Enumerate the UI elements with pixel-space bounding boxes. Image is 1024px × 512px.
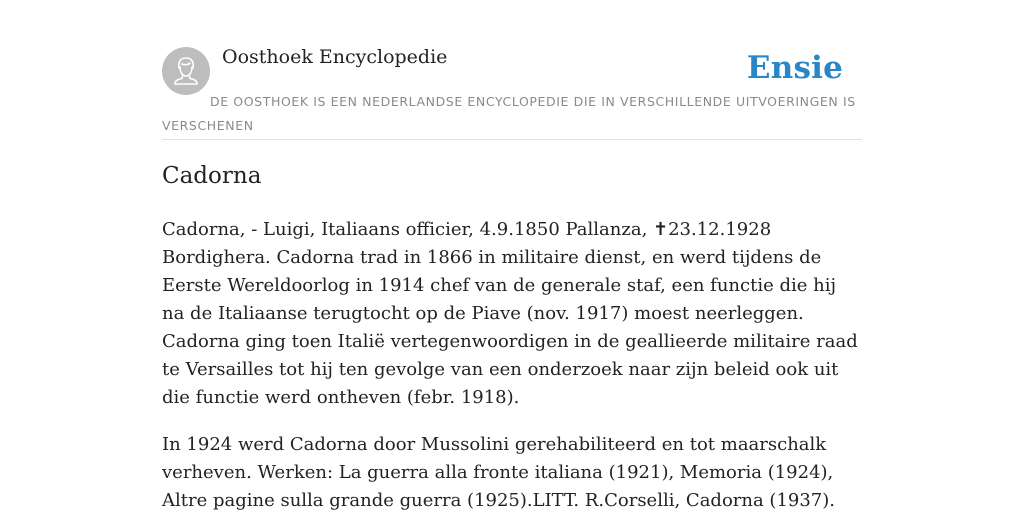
article-body: [162, 216, 862, 512]
site-name[interactable]: Oosthoek Encyclopedie: [222, 46, 448, 68]
tagline: DE OOSTHOEK IS EEN NEDERLANDSE ENCYCLOPEDIE DIE IN VERSCHILLENDE UITVOERINGEN IS VERSCHENEN: [162, 94, 856, 133]
header: [162, 0, 862, 140]
avatar[interactable]: [162, 47, 210, 95]
user-silhouette-icon: [162, 47, 210, 95]
page-container: [162, 0, 862, 511]
article-paragraph: Cadorna, - Luigi, Italiaans officier, 4.9.1850 Pallanza, ✝23.12.1928 Bordighera. Cadorna trad in 1866 in militaire dienst, en werd tijdens de Eerste Wereldoorlog in 1914 chef van de generale staf, een functie die hij na de Italiaanse terugtocht op de Piave (nov. 1917) moest neerleggen. Cadorna ging toen Italië vertegenwoordigen in de geallieerde militaire raad te Versailles tot hij ten gevolge van een onderzoek naar zijn beleid ook uit die functie werd ontheven (febr. 1918).: [162, 219, 858, 408]
page-title: Cadorna: [162, 163, 262, 189]
article-paragraph: In 1924 werd Cadorna door Mussolini gerehabiliteerd en tot maarschalk verheven. Werken: La guerra alla fronte italiana (1921), Memoria (1924), Altre pagine sulla grande guerra (1925).LITT. R.Corselli, Cadorna (1937).: [162, 434, 836, 511]
brand-logo[interactable]: Ensie: [746, 50, 843, 86]
